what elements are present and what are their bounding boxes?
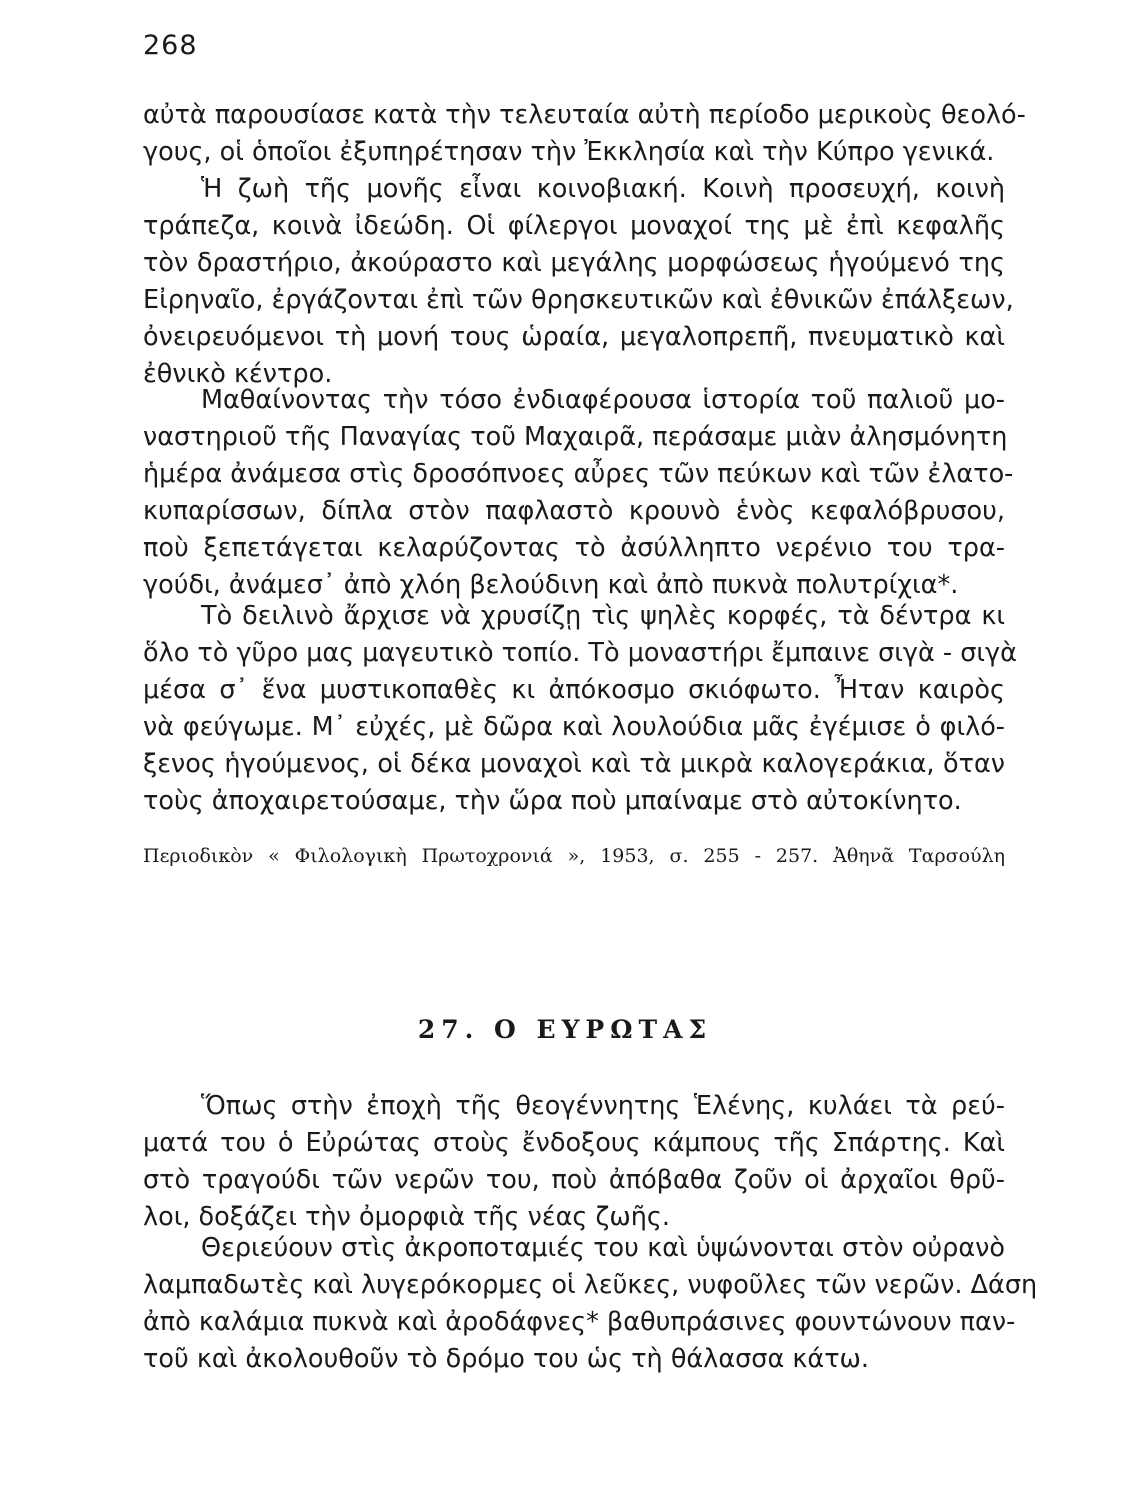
text-line: τοὺς ἀποχαιρετούσαμε, τὴν ὥρα ποὺ μπαίναμε στὸ αὐτοκίνητο. [143, 786, 962, 816]
text-line: αὐτὰ παρουσίασε κατὰ τὴν τελευταία αὐτὴ περίοδο μερικοὺς θεολό- [143, 100, 1026, 130]
paragraph-group-3 [143, 598, 1017, 820]
text-line: ἐθνικὸ κέντρο. [143, 359, 333, 389]
text-line: τράπεζα, κοινὰ ἰδεώδη. Οἱ φίλεργοι μοναχοί της μὲ ἐπὶ κεφαλῆς [143, 211, 1005, 241]
text-line: ὀνειρευόμενοι τὴ μονή τους ὡραία, μεγαλοπρεπῆ, πνευματικὸ καὶ [143, 322, 1005, 352]
paragraph-group-1 [143, 97, 1026, 393]
chapter-paragraph-1 [143, 1088, 1005, 1236]
text-line: ἀπὸ καλάμια πυκνὰ καὶ ἀροδάφνες* βαθυπράσινες φουντώνουν παν- [143, 1307, 1016, 1337]
chapter-paragraph-2 [143, 1230, 1038, 1378]
text-line: τὸν δραστήριο, ἀκούραστο καὶ μεγάλης μορφώσεως ἡγούμενό της [143, 248, 1005, 278]
chapter-heading: 27. Ο ΕΥΡΩΤΑΣ [417, 1015, 713, 1044]
text-line: τοῦ καὶ ἀκολουθοῦν τὸ δρόμο του ὡς τὴ θάλασσα κάτω. [143, 1344, 870, 1374]
text-line: Εἰρηναῖο, ἐργάζονται ἐπὶ τῶν θρησκευτικῶν καὶ ἐθνικῶν ἐπάλξεων, [143, 285, 1014, 315]
text-line: Τὸ δειλινὸ ἄρχισε νὰ χρυσίζῃ τὶς ψηλὲς κορφές, τὰ δέντρα κι [201, 601, 1005, 631]
text-line: ναστηριοῦ τῆς Παναγίας τοῦ Μαχαιρᾶ, περάσαμε μιὰν ἀλησμόνητη [143, 422, 1008, 452]
paragraph-group-2 [143, 382, 1014, 604]
text-line: γους, οἱ ὁποῖοι ἐξυπηρέτησαν τὴν Ἐκκλησία καὶ τὴν Κύπρο γενικά. [143, 137, 995, 167]
text-line: Θεριεύουν στὶς ἀκροποταμιές του καὶ ὑψώνονται στὸν οὐρανὸ [201, 1233, 1005, 1263]
text-line: ξενος ἡγούμενος, οἱ δέκα μοναχοὶ καὶ τὰ μικρὰ καλογεράκια, ὅταν [143, 749, 1005, 779]
text-line: ποὺ ξεπετάγεται κελαρύζοντας τὸ ἀσύλληπτο νερένιο του τρα- [143, 533, 1005, 563]
text-line: γούδι, ἀνάμεσ᾽ ἀπὸ χλόη βελούδινη καὶ ἀπὸ πυκνὰ πολυτρίχια*. [143, 570, 959, 600]
text-line: στὸ τραγούδι τῶν νερῶν του, ποὺ ἀπόβαθα ζοῦν οἱ ἀρχαῖοι θρῦ- [143, 1165, 1005, 1195]
source-citation: Περιοδικὸν « Φιλολογικὴ Πρωτοχρονιά », 1953, σ. 255 - 257. Ἀθηνᾶ Ταρσούλη [143, 845, 1005, 867]
text-line: λοι, δοξάζει τὴν ὀμορφιὰ τῆς νέας ζωῆς. [143, 1202, 670, 1232]
text-line: ματά του ὁ Εὐρώτας στοὺς ἔνδοξους κάμπους τῆς Σπάρτης. Καὶ [143, 1128, 1005, 1158]
text-line: κυπαρίσσων, δίπλα στὸν παφλαστὸ κρουνὸ ἑνὸς κεφαλόβρυσου, [143, 496, 1005, 526]
text-line: ὅλο τὸ γῦρο μας μαγευτικὸ τοπίο. Τὸ μοναστήρι ἔμπαινε σιγὰ - σιγὰ [143, 638, 1017, 668]
page-number: 268 [143, 30, 198, 61]
text-line: Ἡ ζωὴ τῆς μονῆς εἶναι κοινοβιακή. Κοινὴ προσευχή, κοινὴ [201, 174, 1005, 204]
text-line: Ὅπως στὴν ἐποχὴ τῆς θεογέννητης Ἑλένης, κυλάει τὰ ρεύ- [201, 1091, 1005, 1121]
text-line: λαμπαδωτὲς καὶ λυγερόκορμες οἱ λεῦκες, νυφοῦλες τῶν νερῶν. Δάση [143, 1270, 1038, 1300]
text-line: ἡμέρα ἀνάμεσα στὶς δροσόπνοες αὖρες τῶν πεύκων καὶ τῶν ἐλατο- [143, 459, 1014, 489]
text-line: Μαθαίνοντας τὴν τόσο ἐνδιαφέρουσα ἱστορία τοῦ παλιοῦ μο- [201, 385, 1005, 415]
text-line: νὰ φεύγωμε. Μ᾽ εὐχές, μὲ δῶρα καὶ λουλούδια μᾶς ἐγέμισε ὁ φιλό- [143, 712, 1005, 742]
text-line: μέσα σ᾽ ἕνα μυστικοπαθὲς κι ἀπόκοσμο σκιόφωτο. Ἦταν καιρὸς [143, 675, 1005, 705]
